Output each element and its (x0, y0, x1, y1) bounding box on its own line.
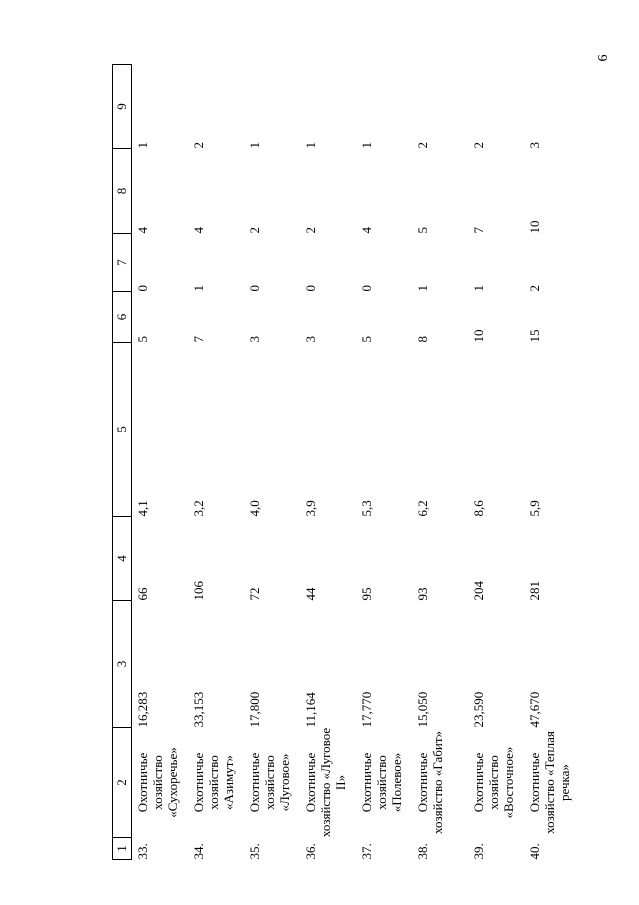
cell-col-7: 2 (527, 285, 542, 292)
table-row (468, 65, 524, 860)
table-row (188, 65, 244, 860)
farm-name: Охотничье хозяйство «Габит» (415, 730, 445, 835)
header-cell: 1 (113, 838, 132, 860)
cell-col-4: 66 (135, 587, 150, 601)
cell-col-5: 8,6 (471, 500, 486, 517)
table-row (356, 65, 412, 860)
cell-col-4: 106 (191, 581, 206, 601)
header-row (113, 65, 132, 860)
cell-col-4: 44 (303, 587, 318, 601)
cell-col-6: 7 (191, 336, 206, 343)
cell-col-9: 2 (471, 142, 486, 149)
cell-col-5: 3,9 (303, 500, 318, 517)
data-table (112, 64, 588, 860)
cell-col-9: 1 (247, 142, 262, 149)
row-number: 36. (303, 843, 318, 860)
cell-col-4: 72 (247, 587, 262, 601)
farm-name: Охотничье хозяйство «Восточное» (471, 746, 516, 819)
cell-col-3: 17,800 (247, 691, 262, 728)
cell-col-7: 0 (247, 285, 262, 292)
cell-col-9: 1 (135, 142, 150, 149)
cell-col-5: 4,0 (247, 500, 262, 517)
cell-col-8: 10 (527, 220, 542, 234)
page-number: 6 (596, 54, 611, 62)
rotated-table-wrapper (112, 65, 572, 860)
cell-col-6: 3 (303, 336, 318, 343)
cell-col-9: 3 (527, 142, 542, 149)
header-cell: 9 (113, 65, 132, 149)
cell-col-7: 1 (471, 285, 486, 292)
cell-col-4: 93 (415, 587, 430, 601)
cell-col-7: 0 (135, 285, 150, 292)
header-cell: 5 (113, 343, 132, 517)
cell-col-9: 1 (359, 142, 374, 149)
cell-col-3: 17,770 (359, 691, 374, 728)
table-row (524, 65, 588, 860)
cell-col-6: 10 (471, 329, 486, 343)
row-number: 34. (191, 843, 206, 860)
cell-col-8: 2 (303, 227, 318, 234)
cell-col-6: 15 (527, 329, 542, 343)
table-row (300, 65, 356, 860)
cell-col-9: 2 (415, 142, 430, 149)
cell-col-3: 23,590 (471, 691, 486, 728)
farm-name: Охотничье хозяйство «Азимут» (191, 752, 236, 813)
row-number: 35. (247, 843, 262, 860)
header-cell: 3 (113, 601, 132, 728)
cell-col-3: 33,153 (191, 691, 206, 728)
cell-col-9: 2 (191, 142, 206, 149)
cell-col-8: 2 (247, 227, 262, 234)
cell-col-3: 15,050 (415, 691, 430, 728)
header-cell: 4 (113, 517, 132, 601)
cell-col-3: 11,164 (303, 692, 318, 728)
cell-col-4: 95 (359, 587, 374, 601)
cell-col-5: 4,1 (135, 500, 150, 517)
cell-col-7: 0 (303, 285, 318, 292)
header-cell: 6 (113, 292, 132, 343)
farm-name: Охотничье хозяйство «Луговое II» (303, 727, 348, 838)
header-cell: 7 (113, 234, 132, 292)
row-number: 38. (415, 843, 430, 860)
cell-col-8: 5 (415, 227, 430, 234)
cell-col-6: 3 (247, 336, 262, 343)
row-number: 37. (359, 843, 374, 860)
cell-col-6: 8 (415, 336, 430, 343)
cell-col-5: 5,9 (527, 500, 542, 517)
header-cell: 2 (113, 728, 132, 838)
farm-name: Охотничье хозяйство «Луговое» (247, 752, 292, 813)
cell-col-5: 5,3 (359, 500, 374, 517)
table-row (244, 65, 300, 860)
farm-name: Охотничье хозяйство «Полевое» (359, 752, 404, 813)
farm-name: Охотничье хозяйство «Теплая речка» (527, 731, 572, 834)
cell-col-3: 47,670 (527, 691, 542, 728)
cell-col-9: 1 (303, 142, 318, 149)
header-cell: 8 (113, 149, 132, 234)
cell-col-7: 1 (415, 285, 430, 292)
cell-col-7: 0 (359, 285, 374, 292)
cell-col-8: 4 (191, 227, 206, 234)
farm-name: Охотничье хозяйство «Сухоречье» (135, 747, 180, 818)
cell-col-8: 4 (359, 227, 374, 234)
cell-col-4: 281 (527, 581, 542, 601)
cell-col-7: 1 (191, 285, 206, 292)
cell-col-8: 4 (135, 227, 150, 234)
cell-col-4: 204 (471, 581, 486, 601)
cell-col-6: 5 (359, 336, 374, 343)
table-row (132, 65, 189, 860)
cell-col-8: 7 (471, 227, 486, 234)
cell-col-5: 3,2 (191, 500, 206, 517)
row-number: 40. (527, 843, 542, 860)
cell-col-3: 16,283 (135, 691, 150, 728)
table-row (412, 65, 468, 860)
row-number: 33. (135, 843, 150, 860)
cell-col-6: 5 (135, 336, 150, 343)
row-number: 39. (471, 843, 486, 860)
cell-col-5: 6,2 (415, 500, 430, 517)
